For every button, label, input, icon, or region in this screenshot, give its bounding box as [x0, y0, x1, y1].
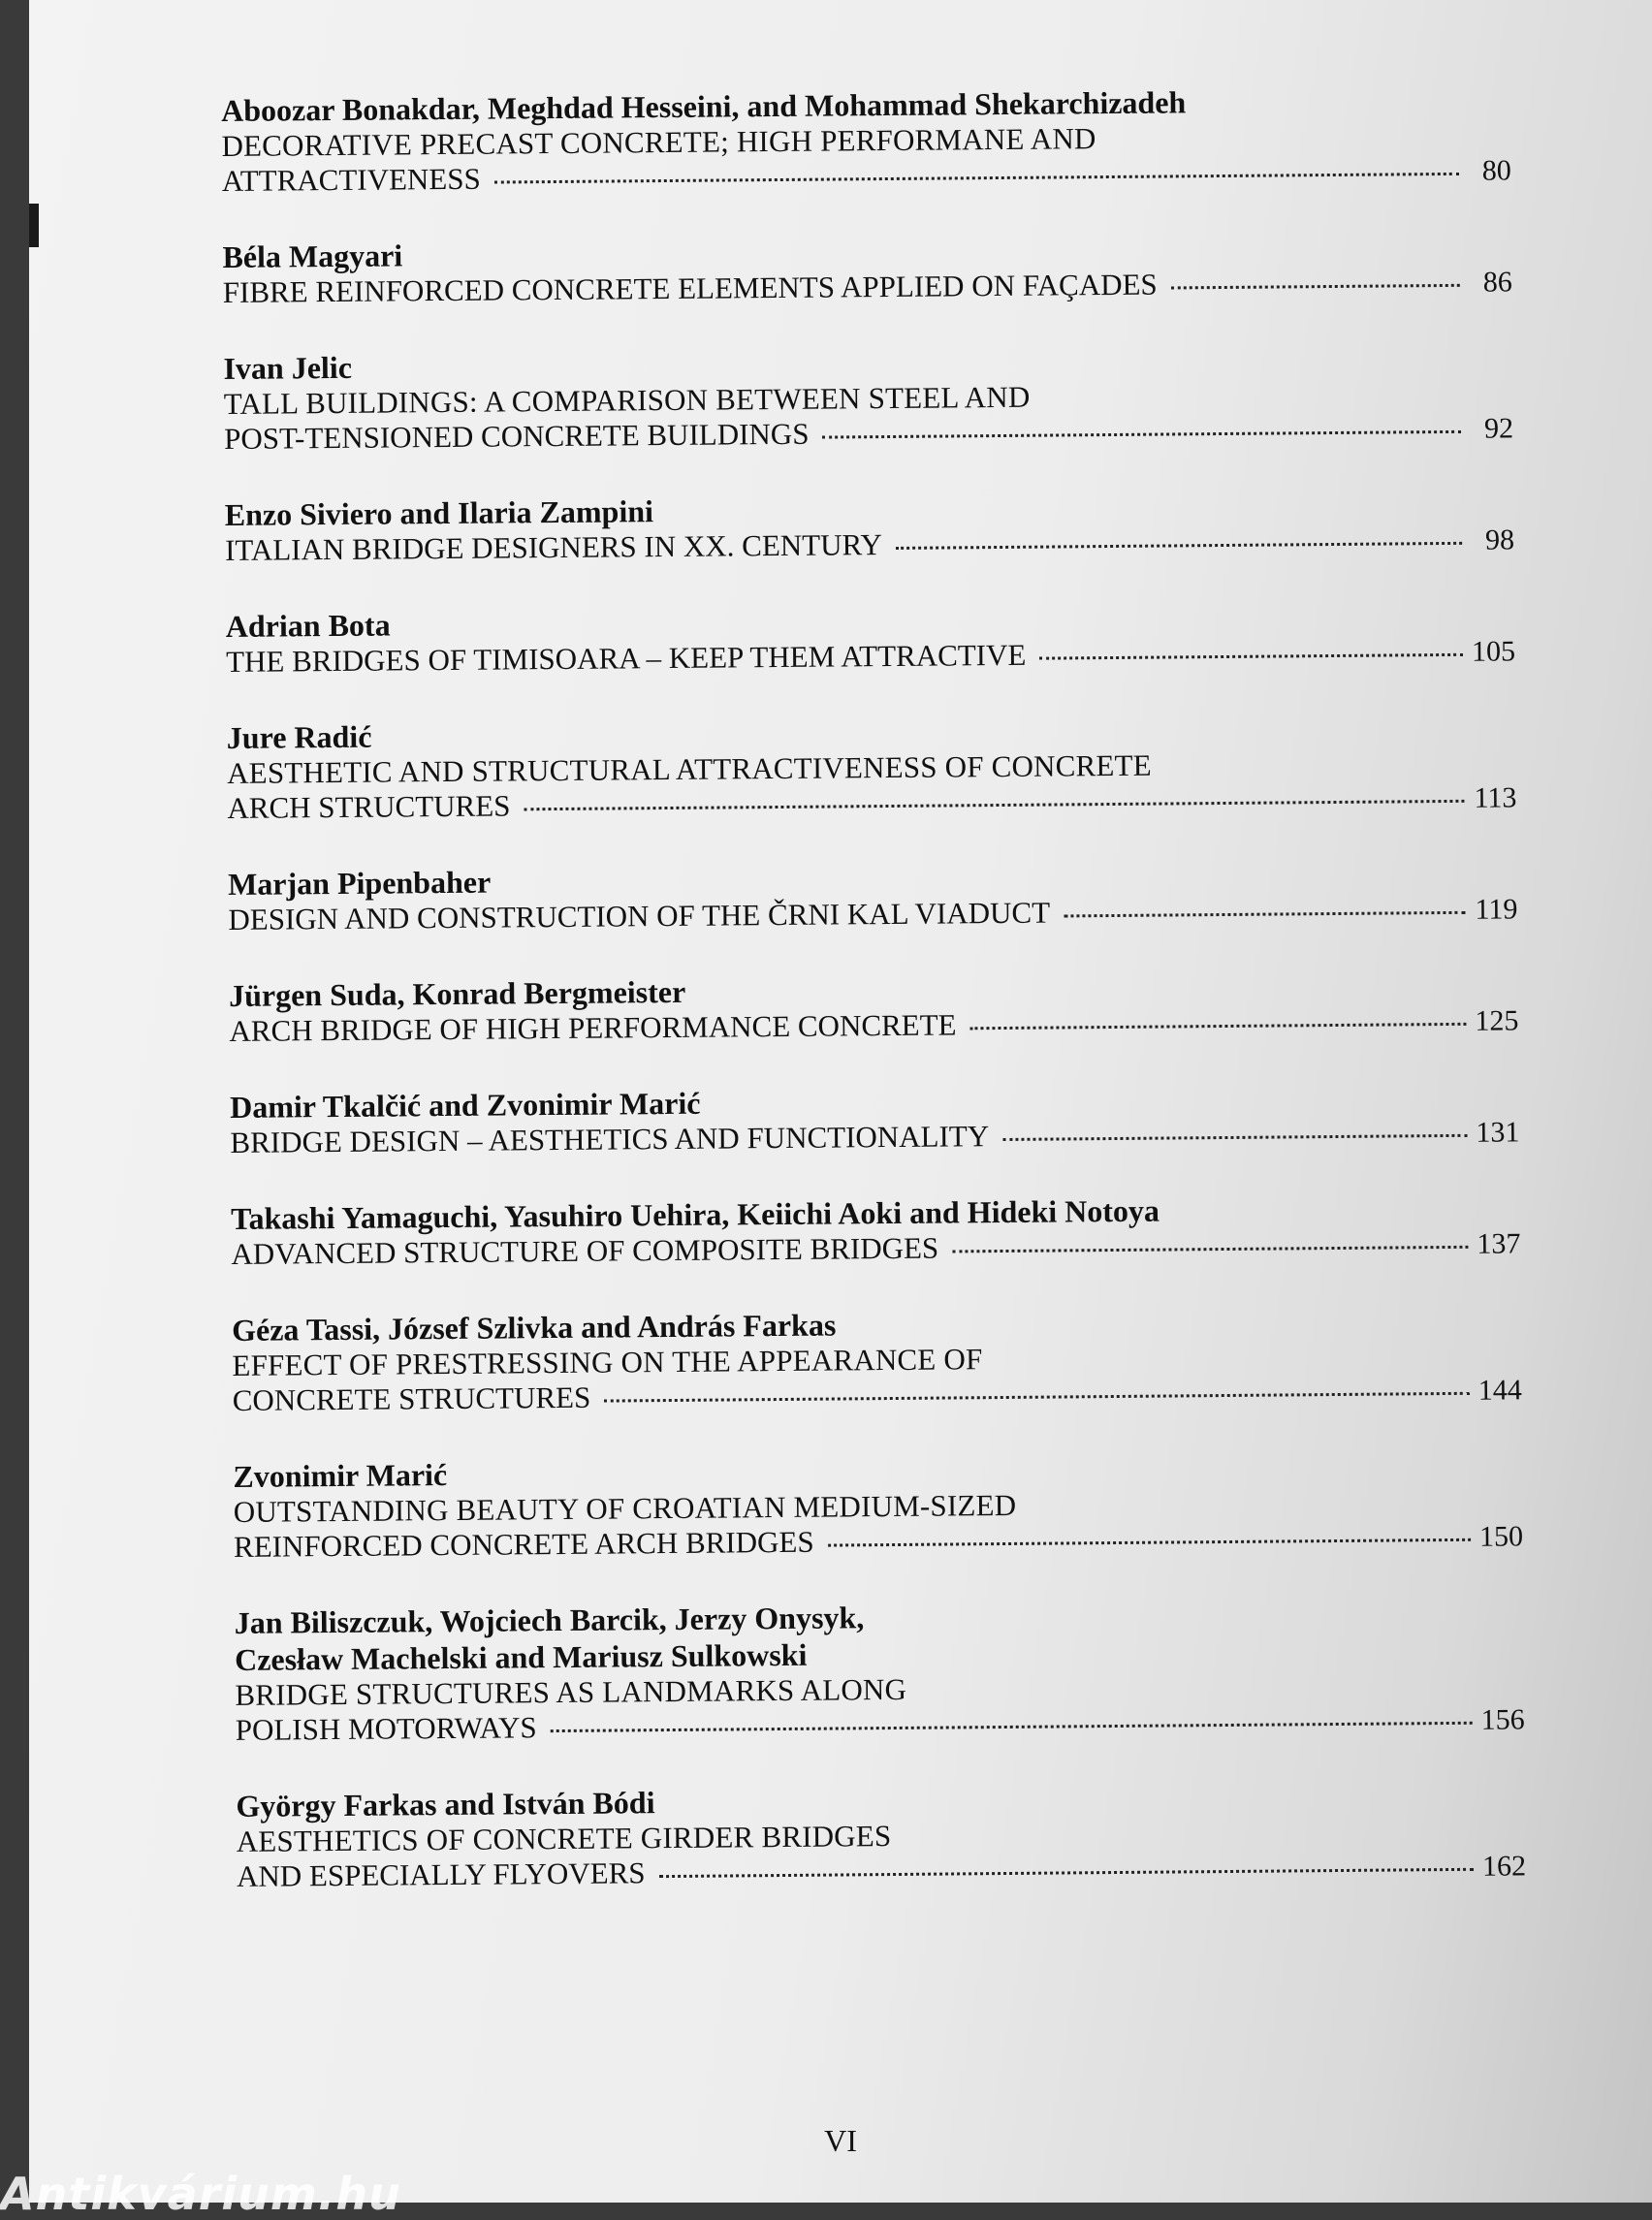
- dot-leader: [551, 1722, 1473, 1732]
- toc-entry: [223, 338, 1513, 458]
- dot-leader: [1002, 1134, 1467, 1141]
- dot-leader: [604, 1392, 1470, 1403]
- toc-entry: [229, 966, 1519, 1050]
- watermark: Antikvárium.hu: [0, 2168, 401, 2220]
- dot-leader: [828, 1538, 1471, 1547]
- dot-leader: [822, 430, 1461, 439]
- entry-page-number: 156: [1480, 1703, 1525, 1736]
- dot-leader: [896, 542, 1462, 550]
- entry-author: Jan Biliszczuk, Wojciech Barcik, Jerzy Onysyk,: [234, 1600, 865, 1640]
- entry-page-number: 150: [1478, 1520, 1524, 1553]
- entry-author: Enzo Siviero and Ilaria Zampini: [224, 493, 654, 532]
- entry-author: Géza Tassi, József Szlivka and András Farkas: [231, 1307, 837, 1348]
- entry-author-line-2: Czesław Machelski and Mariusz Sulkowski: [234, 1636, 808, 1677]
- toc-entry: [232, 1300, 1522, 1419]
- entry-author: Damir Tkalčić and Zvonimir Marić: [229, 1085, 701, 1125]
- toc-entry: [227, 708, 1517, 827]
- toc-entry: [233, 1446, 1523, 1566]
- toc-entry: [222, 227, 1512, 311]
- entry-page-number: 80: [1481, 154, 1511, 187]
- toc-entry: [230, 1077, 1520, 1161]
- entry-title-line: AESTHETIC AND STRUCTURAL ATTRACTIVENESS OF CONCRETE: [226, 747, 1152, 790]
- entry-title-line: AESTHETICS OF CONCRETE GIRDER BRIDGES: [236, 1819, 892, 1858]
- entry-title-text: FIBRE REINFORCED CONCRETE ELEMENTS APPLIED ON FAÇADES: [222, 267, 1158, 309]
- toc-entry: [221, 80, 1511, 200]
- entry-title-line: TALL BUILDINGS: A COMPARISON BETWEEN STEEL AND: [223, 379, 1031, 421]
- dot-leader: [952, 1246, 1468, 1253]
- toc-entry: [225, 485, 1515, 569]
- entry-page-number: 131: [1476, 1116, 1520, 1149]
- binding-mark: [29, 204, 39, 247]
- dot-leader: [524, 800, 1464, 810]
- entry-author: Béla Magyari: [222, 238, 403, 274]
- toc-entry: [235, 1593, 1525, 1749]
- entry-page-number: 113: [1474, 781, 1517, 814]
- entry-page-number: 162: [1481, 1850, 1527, 1883]
- dot-leader: [494, 173, 1459, 184]
- entry-title-line: BRIDGE STRUCTURES AS LANDMARKS ALONG: [235, 1671, 907, 1712]
- entry-author: Ivan Jelic: [223, 349, 353, 386]
- entry-page-number: 125: [1475, 1004, 1519, 1037]
- entry-page-number: 105: [1471, 635, 1516, 668]
- book-page: [29, 0, 1652, 2203]
- entry-title-line: DECORATIVE PRECAST CONCRETE; HIGH PERFORMANE AND: [221, 121, 1096, 163]
- entry-page-number: 86: [1482, 266, 1512, 299]
- entry-title-line: OUTSTANDING BEAUTY OF CROATIAN MEDIUM-SIZED: [233, 1487, 1017, 1529]
- dot-leader: [1171, 284, 1460, 290]
- entry-title-text: ARCH BRIDGE OF HIGH PERFORMANCE CONCRETE: [229, 1007, 957, 1048]
- entry-author: Jure Radić: [226, 718, 372, 755]
- entry-title-text: ARCH STRUCTURES: [227, 788, 511, 825]
- entry-title-text: AND ESPECIALLY FLYOVERS: [236, 1855, 646, 1893]
- entry-title-text: POLISH MOTORWAYS: [235, 1710, 537, 1747]
- entry-page-number: 119: [1475, 893, 1518, 926]
- entry-title-text: REINFORCED CONCRETE ARCH BRIDGES: [233, 1524, 814, 1564]
- dot-leader: [1039, 653, 1463, 660]
- entry-title-text: THE BRIDGES OF TIMISOARA – KEEP THEM ATTRACTIVE: [225, 637, 1027, 679]
- entry-author: Adrian Bota: [225, 607, 391, 644]
- dot-leader: [970, 1023, 1467, 1030]
- toc-entry: [236, 1776, 1526, 1895]
- entry-title-text: ITALIAN BRIDGE DESIGNERS IN XX. CENTURY: [224, 527, 883, 567]
- entry-page-number: 98: [1484, 523, 1515, 556]
- entry-author: Aboozar Bonakdar, Meghdad Hesseini, and Mohammad Shekarchizadeh: [221, 84, 1187, 128]
- entry-author: Takashi Yamaguchi, Yasuhiro Uehira, Keiichi Aoki and Hideki Notoya: [230, 1192, 1160, 1236]
- toc-entry: [226, 596, 1516, 681]
- entry-page-number: 92: [1483, 412, 1514, 445]
- entry-title-text: ATTRACTIVENESS: [221, 161, 481, 198]
- entry-title-text: BRIDGE DESIGN – AESTHETICS AND FUNCTIONALITY: [230, 1119, 990, 1159]
- entry-title-text: DESIGN AND CONSTRUCTION OF THE ČRNI KAL VIADUCT: [228, 895, 1051, 936]
- entry-page-number: 137: [1477, 1227, 1521, 1260]
- entry-author: Jürgen Suda, Konrad Bergmeister: [228, 973, 686, 1013]
- page-number: VI: [824, 2123, 857, 2158]
- table-of-contents: [221, 80, 1527, 1934]
- entry-title-line: EFFECT OF PRESTRESSING ON THE APPEARANCE OF: [232, 1342, 983, 1382]
- toc-entry: [231, 1189, 1521, 1273]
- entry-author: György Farkas and István Bódi: [236, 1785, 655, 1824]
- entry-title-text: ADVANCED STRUCTURE OF COMPOSITE BRIDGES: [231, 1230, 939, 1271]
- entry-title-text: POST-TENSIONED CONCRETE BUILDINGS: [223, 416, 810, 456]
- dot-leader: [659, 1868, 1474, 1878]
- entry-title-text: CONCRETE STRUCTURES: [232, 1380, 591, 1417]
- toc-entry: [228, 854, 1518, 938]
- dot-leader: [1064, 911, 1465, 918]
- entry-author: Marjan Pipenbaher: [227, 864, 492, 902]
- entry-page-number: 144: [1477, 1374, 1522, 1407]
- entry-author: Zvonimir Marić: [233, 1457, 448, 1494]
